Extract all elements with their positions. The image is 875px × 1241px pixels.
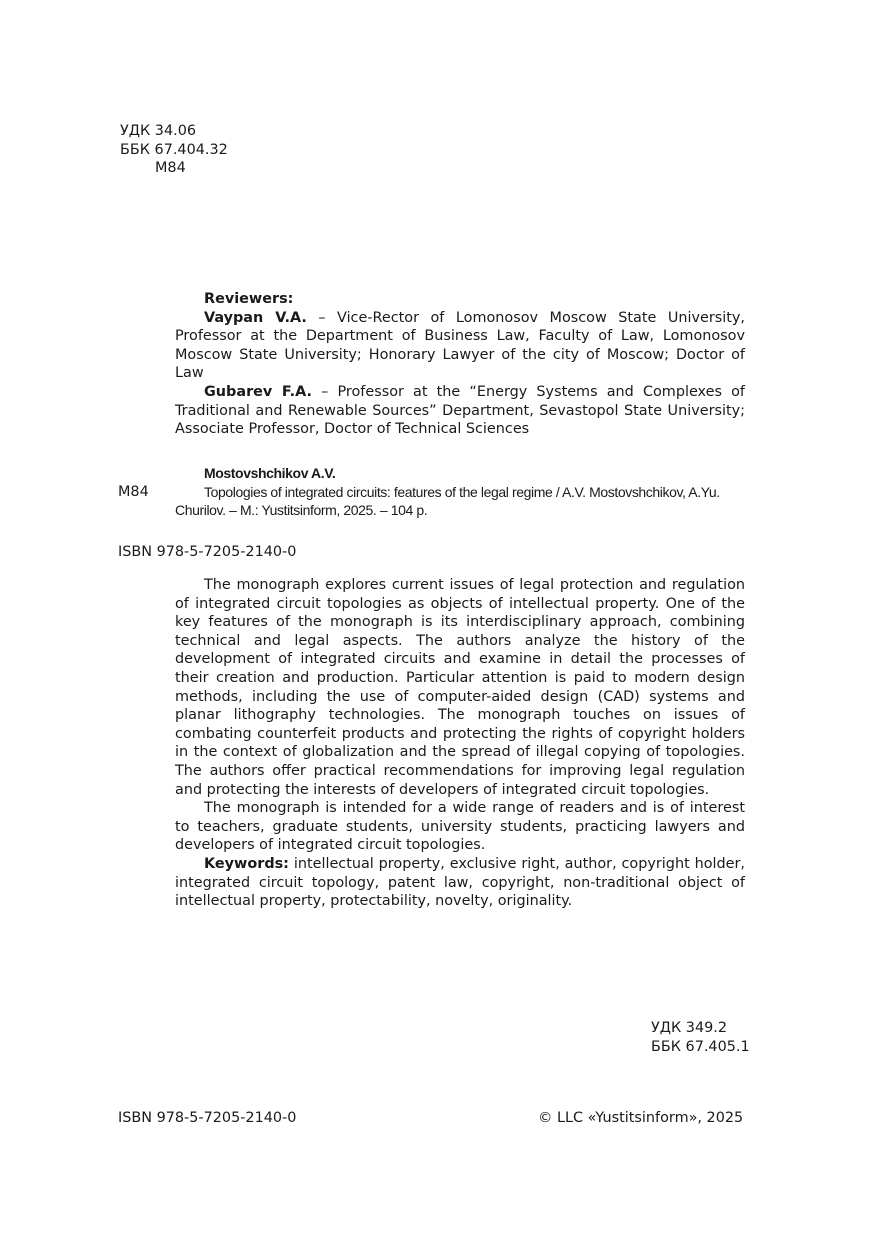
- reviewer-name: Gubarev F.A.: [204, 383, 312, 400]
- reviewer-entry: [175, 383, 745, 439]
- footer-bbk: ББК 67.405.1: [651, 1038, 750, 1055]
- reviewers-heading: Reviewers:: [204, 291, 294, 307]
- footer-classification: [651, 1019, 750, 1056]
- copyright-notice: © LLC «Yustitsinform», 2025: [538, 1110, 744, 1126]
- book-author: Mostovshchikov A.V.: [204, 465, 336, 481]
- footer-udk: УДК 349.2: [651, 1020, 728, 1036]
- reviewer-description: – Professor at the “Energy Systems and Complexes of Traditional and Renewable Sources” Department, Sevastopol State University; Associate Professor, Doctor of Technical Sciences: [175, 383, 745, 438]
- bibliographic-row: [118, 483, 745, 520]
- reviewer-name: Vaypan V.A.: [204, 309, 307, 326]
- author-mark: M84: [155, 160, 186, 177]
- keywords-paragraph: [175, 855, 745, 911]
- keywords-label: Keywords:: [204, 855, 289, 872]
- reviewers-block: [175, 290, 745, 439]
- bbk-code: ББК 67.404.32: [120, 141, 228, 158]
- isbn: ISBN 978-5-7205-2140-0: [118, 544, 297, 560]
- reviewer-entry: [175, 309, 745, 383]
- classification-block: [120, 122, 228, 178]
- bibliographic-entry: Topologies of integrated circuits: features of the legal regime / A.V. Mostovshchikov, A.Yu. Churilov. – M.: Yustitsinform, 2025. – 104 p.: [175, 483, 720, 519]
- abstract-paragraph: The monograph explores current issues of legal protection and regulation of integrated circuit topologies as objects of intellectual property. One of the key features of the monograph is its interdisciplinary approach, combining technical and legal aspects. The authors analyze the history of the development of integrated circuits and examine in detail the processes of their creation and production. Particular attention is paid to modern design methods, including the use of computer-aided design (CAD) systems and planar lithography technologies. The monograph touches on issues of combating counterfeit products and protecting the rights of copyright holders in the context of globalization and the spread of illegal copying of topologies. The authors offer practical recommendations for improving legal regulation and protecting the interests of developers of integrated circuit topologies.: [175, 577, 745, 798]
- udk-code: УДК 34.06: [120, 123, 197, 139]
- bibliographic-code: M84: [118, 483, 149, 500]
- reviewer-description: – Vice-Rector of Lomonosov Moscow State University, Professor at the Department of Business Law, Faculty of Law, Lomonosov Moscow State University; Honorary Lawyer of the city of Moscow; Doctor of Law: [175, 309, 745, 382]
- abstract-block: [175, 576, 745, 911]
- footer-isbn: ISBN 978-5-7205-2140-0: [118, 1110, 297, 1126]
- keywords-list: intellectual property, exclusive right, author, copyright holder, integrated circuit topology, patent law, copyright, non-traditional object of intellectual property, protectability, novelty, originality.: [175, 855, 745, 910]
- abstract-paragraph: The monograph is intended for a wide range of readers and is of interest to teachers, graduate students, university students, practicing lawyers and developers of integrated circuit topologies.: [175, 800, 745, 854]
- bibliographic-record: [118, 464, 745, 520]
